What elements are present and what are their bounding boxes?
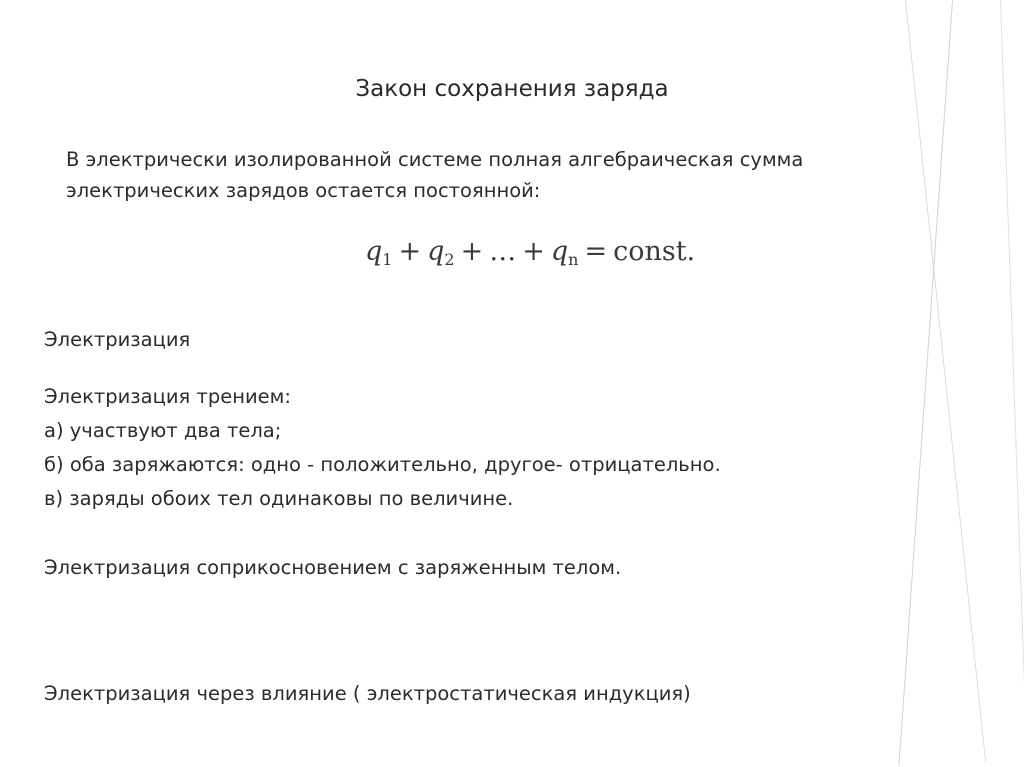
decorative-line: [1000, 0, 1024, 767]
formula-var: q: [427, 236, 445, 267]
intro-paragraph: [66, 144, 946, 206]
intro-line: В электрически изолированной системе полная алгебраическая сумма: [66, 148, 804, 171]
friction-item: в) заряды обоих тел одинаковы по величине.: [44, 487, 514, 510]
slide-title: Закон сохранения заряда: [355, 76, 669, 102]
formula-sub: 1: [382, 250, 393, 269]
friction-item: б) оба заряжаются: одно - положительно, другое- отрицательно.: [44, 453, 721, 476]
intro-line: электрических зарядов остается постоянной:: [66, 179, 541, 202]
formula-op: +: [522, 236, 545, 267]
contact-electrification: Электризация соприкосновением с заряженным телом.: [44, 556, 622, 579]
friction-block: [44, 380, 721, 516]
section-heading: Электризация: [44, 328, 191, 351]
formula-sub: 2: [444, 250, 455, 269]
charge-conservation-formula: [365, 236, 695, 269]
formula-var: q: [365, 236, 383, 267]
formula-op: +: [398, 236, 422, 267]
formula-var: q: [550, 236, 569, 267]
decorative-line: [905, 0, 986, 763]
formula-sub: n: [568, 250, 579, 269]
induction-electrification: Электризация через влияние ( электростатическая индукция): [44, 682, 691, 705]
formula-ellipsis: …: [489, 236, 517, 267]
formula-op: +: [460, 236, 484, 267]
formula-op: =: [584, 236, 608, 267]
formula-const: const.: [613, 236, 696, 267]
friction-item: а) участвуют два тела;: [44, 419, 282, 442]
friction-heading: Электризация трением:: [44, 385, 291, 408]
